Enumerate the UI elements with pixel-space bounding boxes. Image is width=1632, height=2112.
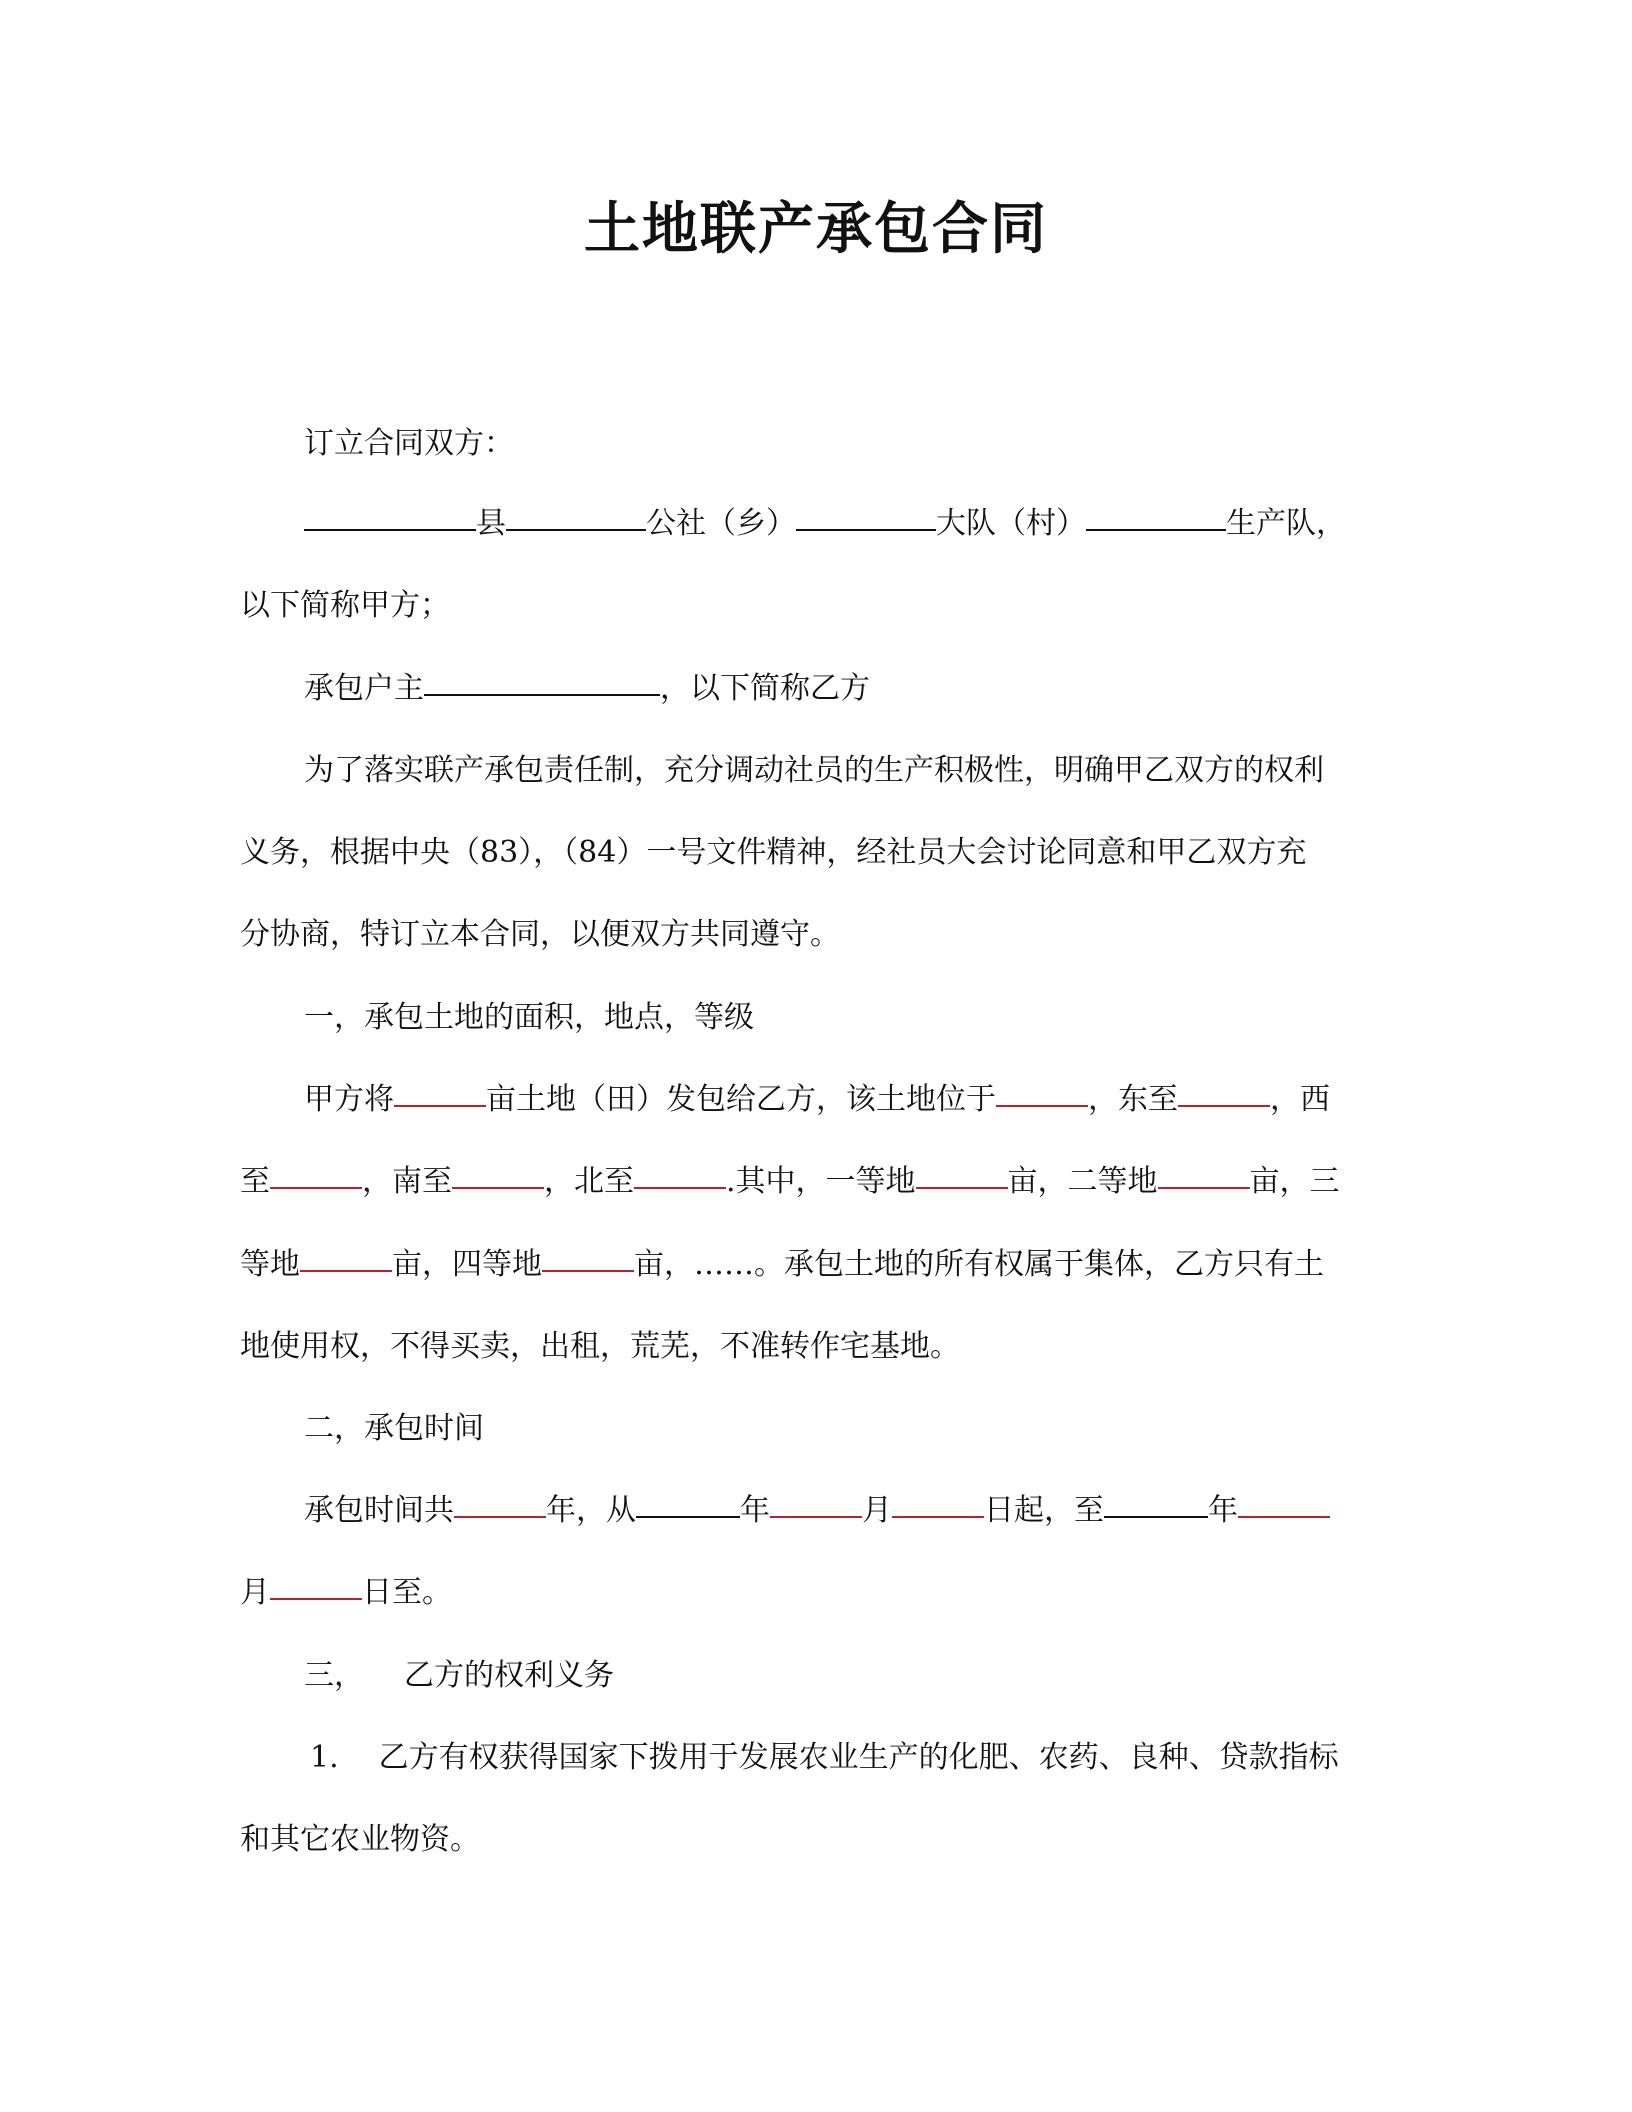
party-a-abbrev: 以下简称甲方； xyxy=(240,588,450,623)
householder-blank[interactable] xyxy=(424,693,660,696)
grade-4-blank[interactable] xyxy=(542,1269,634,1272)
section-1-line-3: 等地 亩，四等地 亩，……。承包土地的所有权属于集体，乙方只有土 xyxy=(240,1247,1324,1282)
party-a-line: 县 公社（乡） 大队（村） 生产队， xyxy=(304,499,1346,549)
term-years-blank[interactable] xyxy=(454,1515,546,1518)
north-boundary-blank[interactable] xyxy=(634,1186,726,1189)
item-number: 1. xyxy=(310,1740,339,1775)
document-title: 土地联产承包合同 xyxy=(584,197,1048,262)
location-blank[interactable] xyxy=(996,1104,1088,1107)
section-2-line-1: 承包时间共 年，从 年 月 日起，至 年 xyxy=(304,1486,1330,1536)
end-day-blank[interactable] xyxy=(270,1597,362,1600)
section-1-line-4: 地使用权，不得买卖，出租，荒芜，不准转作宅基地。 xyxy=(240,1329,960,1364)
section-2-heading: 二，承包时间 xyxy=(304,1411,484,1446)
commune-blank[interactable] xyxy=(506,528,646,531)
south-boundary-blank[interactable] xyxy=(452,1186,544,1189)
preamble-line-2: 义务，根据中央（83），（84）一号文件精神，经社员大会讨论同意和甲乙双方充 xyxy=(240,835,1307,870)
grade-3-blank[interactable] xyxy=(300,1269,392,1272)
team-blank[interactable] xyxy=(1086,528,1226,531)
east-boundary-blank[interactable] xyxy=(1178,1104,1270,1107)
preamble-line-3: 分协商，特订立本合同，以便双方共同遵守。 xyxy=(240,917,840,952)
brigade-blank[interactable] xyxy=(796,528,936,531)
section-1-line-1: 甲方将 亩土地（田）发包给乙方，该土地位于 ，东至 ，西 xyxy=(304,1082,1330,1117)
section-2-line-2: 月 日至。 xyxy=(240,1575,452,1610)
section-3-item-1-line-1: 1. 乙方有权获得国家下拨用于发展农业生产的化肥、农药、良种、贷款指标 xyxy=(310,1740,1339,1775)
end-month-blank[interactable] xyxy=(1238,1515,1330,1518)
county-blank[interactable] xyxy=(304,528,476,531)
grade-1-blank[interactable] xyxy=(916,1186,1008,1189)
parties-heading: 订立合同双方： xyxy=(304,426,514,461)
start-year-blank[interactable] xyxy=(636,1515,740,1518)
west-boundary-blank[interactable] xyxy=(270,1186,362,1189)
section-3-item-1-line-2: 和其它农业物资。 xyxy=(240,1822,480,1857)
preamble-line-1: 为了落实联产承包责任制，充分调动社员的生产积极性，明确甲乙双方的权利 xyxy=(304,753,1324,788)
acreage-blank[interactable] xyxy=(394,1104,486,1107)
grade-2-blank[interactable] xyxy=(1158,1186,1250,1189)
section-1-line-2: 至 ，南至 ，北至 .其中，一等地 亩，二等地 亩，三 xyxy=(240,1164,1340,1199)
start-day-blank[interactable] xyxy=(892,1515,984,1518)
end-year-blank[interactable] xyxy=(1104,1515,1208,1518)
party-b-line: 承包户主 ，以下简称乙方 xyxy=(304,671,870,706)
section-3-heading: 三， 乙方的权利义务 xyxy=(304,1658,614,1693)
section-1-heading: 一，承包土地的面积，地点，等级 xyxy=(304,1000,754,1035)
start-month-blank[interactable] xyxy=(770,1515,862,1518)
